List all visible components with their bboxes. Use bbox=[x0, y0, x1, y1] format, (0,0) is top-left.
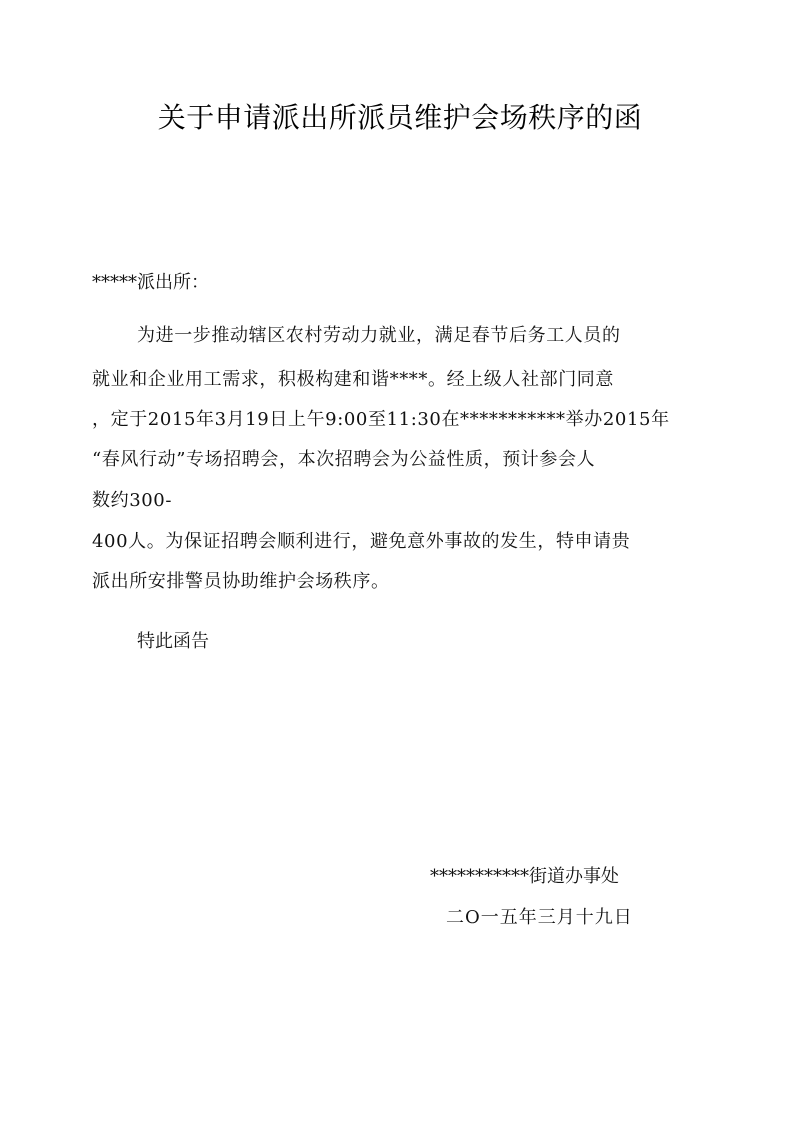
body-line-1: 为进一步推动辖区农村劳动力就业，满足春节后务工人员的 bbox=[137, 325, 621, 346]
document-title: 关于申请派出所派员维护会场秩序的函 bbox=[157, 101, 643, 134]
signature-organization: ***********街道办事处 bbox=[430, 866, 619, 887]
body-line-3: ，定于2015年3月19日上午9:00至11:30在***********举办2015年 bbox=[92, 409, 670, 430]
salutation: *****派出所： bbox=[92, 272, 209, 293]
body-line-7: 派出所安排警员协助维护会场秩序。 bbox=[92, 571, 390, 592]
body-line-2: 就业和企业用工需求，积极构建和谐****。经上级人社部门同意 bbox=[92, 369, 614, 390]
body-line-6: 400人。为保证招聘会顺利进行，避免意外事故的发生，特申请贵 bbox=[92, 531, 631, 552]
closing-remark: 特此函告 bbox=[137, 631, 209, 652]
body-line-5: 数约300- bbox=[92, 490, 173, 511]
body-line-4: “春风行动”专场招聘会，本次招聘会为公益性质，预计参会人 bbox=[92, 449, 596, 470]
signature-date: 二O一五年三月十九日 bbox=[446, 907, 633, 928]
